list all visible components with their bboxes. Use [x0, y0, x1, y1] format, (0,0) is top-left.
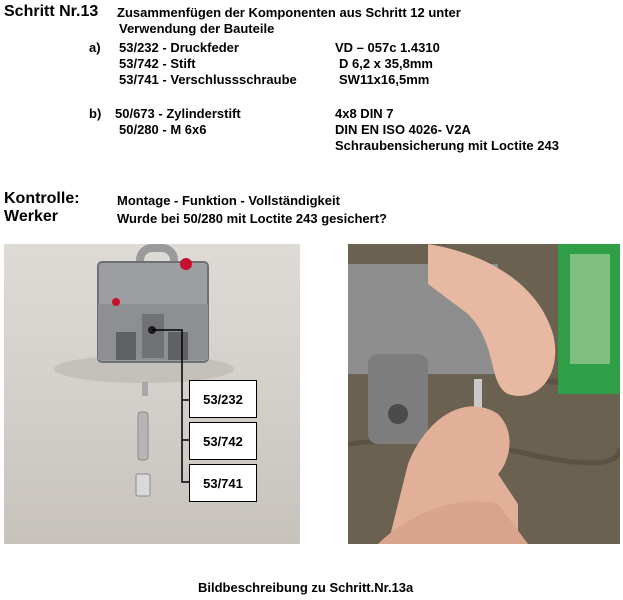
part-row-a1: 53/232 - Druckfeder	[119, 40, 239, 55]
part-row-b2: 50/280 - M 6x6	[119, 122, 207, 137]
spec-row-b1: 4x8 DIN 7	[335, 106, 394, 121]
spec-row-b3: Schraubensicherung mit Loctite 243	[335, 138, 559, 153]
part-row-a3: 53/741 - Verschlussschraube	[119, 72, 297, 87]
kontrolle-text: Montage - Funktion - Vollständigkeit	[117, 193, 340, 208]
step-description-line2: Verwendung der Bauteile	[119, 21, 275, 36]
spec-row-b2: DIN EN ISO 4026- V2A	[335, 122, 471, 137]
part-row-a2: 53/742 - Stift	[119, 56, 196, 71]
spec-row-a1: VD – 057c 1.4310	[335, 40, 440, 55]
werker-text: Wurde bei 50/280 mit Loctite 243 gesichert?	[117, 211, 387, 226]
spec-row-a2: D 6,2 x 35,8mm	[339, 56, 433, 71]
step-description-line1: Zusammenfügen der Komponenten aus Schritt 12 unter	[117, 5, 461, 20]
callout-53-741: 53/741	[189, 464, 257, 502]
assembly-photo	[4, 244, 300, 544]
kontrolle-label: Kontrolle:	[4, 190, 80, 207]
figure-caption: Bildbeschreibung zu Schritt.Nr.13a	[198, 580, 414, 595]
section-b-marker: b)	[89, 106, 102, 121]
hands-assembly-photo	[348, 244, 620, 544]
section-a-marker: a)	[89, 40, 101, 55]
callout-53-232: 53/232	[189, 380, 257, 418]
callout-53-742: 53/742	[189, 422, 257, 460]
step-title: Schritt Nr.13	[4, 3, 99, 20]
spec-row-a3: SW11x16,5mm	[339, 72, 430, 87]
werker-label: Werker	[4, 208, 58, 225]
hands-illustration	[348, 244, 620, 544]
part-row-b1: 50/673 - Zylinderstift	[115, 106, 241, 121]
